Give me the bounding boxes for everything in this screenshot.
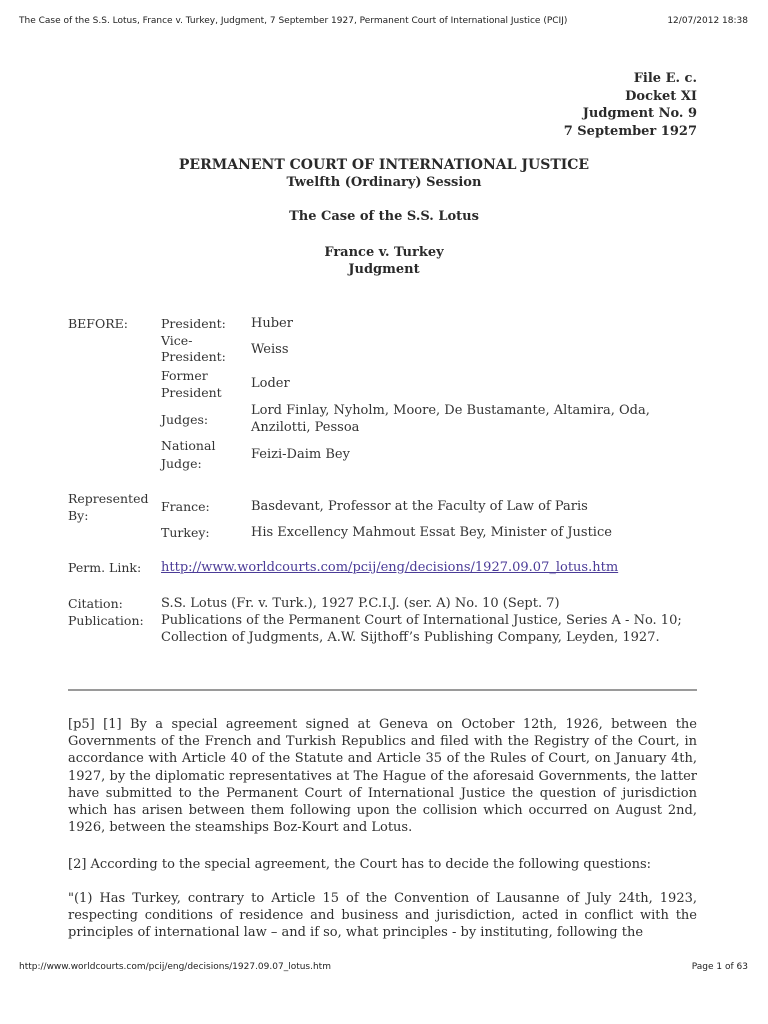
publication-label: Publication: [68, 613, 144, 628]
case-title: The Case of the S.S. Lotus [289, 209, 479, 224]
file-line: File E. c. [633, 71, 697, 86]
court-heading [0, 157, 768, 191]
vice-president-name: Weiss [251, 342, 289, 357]
perm-link-label: Perm. Link: [68, 560, 142, 575]
header-datetime: 12/07/2012 18:38 [667, 16, 748, 26]
president-name: Huber [251, 316, 293, 331]
file-info [564, 70, 697, 140]
president-label: President: [161, 316, 226, 331]
france-label: France: [161, 499, 210, 514]
publication-line-1: Publications of the Permanent Court of International Justice, Series A - No. 10; [161, 613, 682, 628]
header-title: The Case of the S.S. Lotus, France v. Turkey, Judgment, 7 September 1927, Permanent Court of International Justice (PCIJ) [19, 16, 568, 26]
national-judge-label-1: National [161, 438, 216, 453]
document-type: Judgment [348, 262, 420, 277]
france-representative: Basdevant, Professor at the Faculty of Law of Paris [251, 499, 588, 514]
before-label: BEFORE: [68, 316, 128, 331]
represented-label-1: Represented [68, 491, 149, 506]
former-president-label-2: President [161, 385, 222, 400]
paragraph-1: [p5] [1] By a special agreement signed at Geneva on October 12th, 1926, between the Governments of the French and Turkish Republics and filed with the Registry of the Court, in accordance with Article 40 of the Statute and Article 35 of the Rules of Court, on January 4th, 1927, by the diplomatic representatives at The Hague of the aforesaid Governments, the latter have submitted to the Permanent Court of International Justice the question of jurisdiction which has arisen between them following upon the collision which occurred on August 2nd, 1926, between the steamships Boz-Kourt and Lotus. [68, 717, 697, 836]
print-footer [19, 962, 748, 972]
paragraph-2: [2] According to the special agreement, the Court has to decide the following questions: [68, 857, 652, 872]
former-president-name: Loder [251, 376, 290, 391]
national-judge-label-2: Judge: [161, 456, 202, 471]
parties-heading [0, 244, 768, 278]
docket-line: Docket XI [625, 88, 697, 104]
publication-line-2: Collection of Judgments, A.W. Sijthoff’s Publishing Company, Leyden, 1927. [161, 630, 660, 645]
court-session: Twelfth (Ordinary) Session [286, 175, 482, 190]
judges-line-2: Anzilotti, Pessoa [251, 420, 360, 435]
judgment-number-line: Judgment No. 9 [582, 106, 697, 121]
judges-label: Judges: [161, 412, 209, 427]
former-president-label-1: Former [161, 368, 208, 383]
national-judge-name: Feizi-Daim Bey [251, 447, 350, 462]
judges-line-1: Lord Finlay, Nyholm, Moore, De Bustamante, Altamira, Oda, [251, 403, 650, 418]
footer-url: http://www.worldcourts.com/pcij/eng/decisions/1927.09.07_lotus.htm [19, 962, 331, 972]
footer-page-number: Page 1 of 63 [691, 962, 748, 972]
divider [68, 689, 697, 691]
citation-value: S.S. Lotus (Fr. v. Turk.), 1927 P.C.I.J. (ser. A) No. 10 (Sept. 7) [161, 596, 560, 611]
court-name: PERMANENT COURT OF INTERNATIONAL JUSTICE [178, 157, 590, 173]
represented-label-2: By: [68, 508, 89, 523]
date-line: 7 September 1927 [563, 123, 697, 139]
paragraph-3: "(1) Has Turkey, contrary to Article 15 of the Convention of Lausanne of July 24th, 1923, respecting conditions of residence and business and jurisdiction, acted in conflict with the principles of international law – and if so, what principles - by instituting, following the [68, 891, 697, 941]
vice-president-label-1: Vice- [161, 333, 193, 348]
turkey-representative: His Excellency Mahmout Essat Bey, Minister of Justice [251, 525, 612, 540]
turkey-label: Turkey: [161, 525, 210, 540]
vice-president-label-2: President: [161, 349, 226, 364]
print-header [19, 16, 748, 26]
parties: France v. Turkey [324, 245, 444, 260]
citation-label: Citation: [68, 596, 123, 611]
perm-link[interactable]: http://www.worldcourts.com/pcij/eng/decisions/1927.09.07_lotus.htm [161, 560, 619, 575]
